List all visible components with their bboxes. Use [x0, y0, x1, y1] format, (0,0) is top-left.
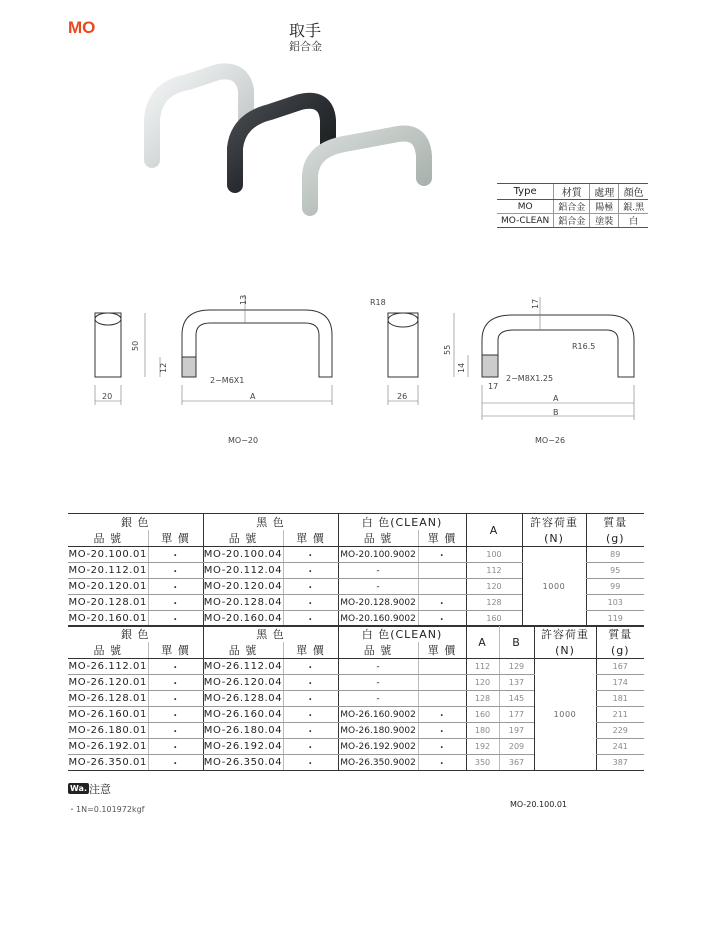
- header-load-unit: (N): [522, 530, 586, 547]
- black-part-no: MO-26.120.04: [203, 675, 283, 691]
- table-row: [68, 659, 644, 675]
- black-price: ・: [283, 707, 338, 723]
- price-table-mo26: [68, 625, 644, 771]
- black-part-no: MO-20.160.04: [203, 611, 283, 627]
- silver-price: ・: [148, 707, 203, 723]
- mo20-side-view: [95, 313, 121, 377]
- mo26-dim-55: 55: [443, 344, 452, 355]
- mass: 181: [596, 691, 644, 707]
- black-part-no: MO-26.128.04: [203, 691, 283, 707]
- mass: 103: [586, 595, 644, 611]
- mo26-dim-r18: R18: [370, 298, 386, 307]
- spec-header-type: Type: [497, 184, 554, 200]
- header-load-unit: (N): [534, 642, 596, 659]
- white-price: [418, 691, 466, 707]
- header-load: 許容荷重: [522, 514, 586, 531]
- mo20-dim-a: A: [250, 392, 256, 401]
- header-mass: 質量: [596, 626, 644, 643]
- black-part-no: MO-20.100.04: [203, 547, 283, 563]
- header-a: A: [466, 514, 522, 547]
- mass: 229: [596, 723, 644, 739]
- spec-cell: 白: [619, 214, 648, 228]
- mass: 241: [596, 739, 644, 755]
- black-price: ・: [283, 659, 338, 675]
- header-price: 單 價: [148, 530, 203, 547]
- header-b: B: [499, 626, 534, 659]
- spec-cell: MO-CLEAN: [497, 214, 554, 228]
- header-price: 單 價: [283, 530, 338, 547]
- mo20-caption: MO−20: [228, 436, 259, 445]
- header-part-no: 品 號: [338, 642, 418, 659]
- white-price: ・: [418, 547, 466, 563]
- silver-price: ・: [148, 611, 203, 627]
- mass: 89: [586, 547, 644, 563]
- dim-a: 128: [466, 595, 522, 611]
- mass: 387: [596, 755, 644, 771]
- black-part-no: MO-20.128.04: [203, 595, 283, 611]
- black-price: ・: [283, 755, 338, 771]
- allowable-load: 1000: [522, 547, 586, 627]
- header-load: 許容荷重: [534, 626, 596, 643]
- dim-b: 367: [499, 755, 534, 771]
- silver-price: ・: [148, 755, 203, 771]
- group-silver: 銀 色: [68, 514, 203, 531]
- black-part-no: MO-20.112.04: [203, 563, 283, 579]
- dim-b: 209: [499, 739, 534, 755]
- spec-header-treatment: 處理: [590, 184, 619, 200]
- silver-part-no: MO-20.160.01: [68, 611, 148, 627]
- dim-a: 120: [466, 675, 499, 691]
- silver-part-no: MO-20.120.01: [68, 579, 148, 595]
- white-part-no: MO-20.160.9002: [338, 611, 418, 627]
- mass: 211: [596, 707, 644, 723]
- silver-price: ・: [148, 739, 203, 755]
- mo20-dim-12: 12: [159, 362, 168, 373]
- header-price: 單 價: [418, 642, 466, 659]
- silver-part-no: MO-26.112.01: [68, 659, 148, 675]
- mo26-side-view: [388, 313, 418, 377]
- dim-a: 160: [466, 611, 522, 627]
- white-price: ・: [418, 723, 466, 739]
- mo26-dim-r165: R16.5: [572, 342, 596, 351]
- mo20-dim-thread: 2−M6X1: [210, 376, 245, 385]
- silver-price: ・: [148, 579, 203, 595]
- black-part-no: MO-26.160.04: [203, 707, 283, 723]
- header-mass: 質量: [586, 514, 644, 531]
- white-price: ・: [418, 595, 466, 611]
- white-handle-image: [310, 133, 424, 208]
- spec-cell: 鋁合金: [554, 214, 590, 228]
- black-part-no: MO-20.120.04: [203, 579, 283, 595]
- order-example: MO-20.100.01: [510, 800, 568, 809]
- header-a: A: [466, 626, 499, 659]
- page-title: 取手: [289, 21, 322, 40]
- silver-part-no: MO-26.120.01: [68, 675, 148, 691]
- product-photo: [130, 60, 450, 220]
- black-part-no: MO-26.350.04: [203, 755, 283, 771]
- silver-part-no: MO-20.128.01: [68, 595, 148, 611]
- white-part-no: -: [338, 675, 418, 691]
- table-row: [68, 547, 644, 563]
- white-part-no: -: [338, 691, 418, 707]
- silver-price: ・: [148, 595, 203, 611]
- white-price: ・: [418, 739, 466, 755]
- black-part-no: MO-26.180.04: [203, 723, 283, 739]
- spec-table: [497, 183, 648, 228]
- dim-a: 350: [466, 755, 499, 771]
- silver-part-no: MO-26.180.01: [68, 723, 148, 739]
- header-part-no: 品 號: [338, 530, 418, 547]
- group-white: 白 色(CLEAN): [338, 626, 466, 643]
- group-black: 黑 色: [203, 626, 338, 643]
- black-price: ・: [283, 691, 338, 707]
- header-price: 單 價: [283, 642, 338, 659]
- notes-title: 注意: [89, 783, 111, 796]
- price-table-mo20: [68, 513, 644, 627]
- black-price: ・: [283, 739, 338, 755]
- mass: 99: [586, 579, 644, 595]
- spec-cell: 陽極: [590, 200, 619, 214]
- page-subtitle: 鋁合金: [289, 40, 322, 53]
- dim-a: 112: [466, 659, 499, 675]
- mo26-dim-17: 17: [488, 382, 499, 391]
- mo26-front-view: [482, 315, 634, 377]
- mo26-caption: MO−26: [535, 436, 566, 445]
- group-black: 黑 色: [203, 514, 338, 531]
- black-price: ・: [283, 611, 338, 627]
- dim-a: 100: [466, 547, 522, 563]
- black-price: ・: [283, 595, 338, 611]
- silver-price: ・: [148, 691, 203, 707]
- silver-price: ・: [148, 547, 203, 563]
- mo20-front-view: [182, 310, 332, 377]
- black-price: ・: [283, 563, 338, 579]
- mo26-dim-thread: 2−M8X1.25: [506, 374, 554, 383]
- silver-price: ・: [148, 723, 203, 739]
- spec-cell: 銀.黑: [619, 200, 648, 214]
- white-price: ・: [418, 707, 466, 723]
- mass: 119: [586, 611, 644, 627]
- dim-b: 197: [499, 723, 534, 739]
- black-price: ・: [283, 579, 338, 595]
- spec-cell: MO: [497, 200, 554, 214]
- silver-part-no: MO-20.112.01: [68, 563, 148, 579]
- dim-b: 137: [499, 675, 534, 691]
- silver-part-no: MO-26.128.01: [68, 691, 148, 707]
- notes-text: ・1N=0.101972kgf: [68, 805, 145, 814]
- silver-part-no: MO-20.100.01: [68, 547, 148, 563]
- dim-a: 180: [466, 723, 499, 739]
- black-part-no: MO-26.112.04: [203, 659, 283, 675]
- white-part-no: MO-26.192.9002: [338, 739, 418, 755]
- spec-cell: 塗裝: [590, 214, 619, 228]
- white-part-no: MO-26.350.9002: [338, 755, 418, 771]
- black-price: ・: [283, 723, 338, 739]
- black-price: ・: [283, 675, 338, 691]
- white-price: [418, 659, 466, 675]
- silver-price: ・: [148, 563, 203, 579]
- mo26-dim-14: 14: [457, 362, 466, 373]
- white-price: [418, 563, 466, 579]
- mo26-dim-a: A: [553, 394, 559, 403]
- group-white: 白 色(CLEAN): [338, 514, 466, 531]
- header-part-no: 品 號: [203, 530, 283, 547]
- notes-badge: Wa.: [70, 784, 87, 793]
- black-part-no: MO-26.192.04: [203, 739, 283, 755]
- dim-a: 120: [466, 579, 522, 595]
- header-part-no: 品 號: [203, 642, 283, 659]
- header-price: 單 價: [418, 530, 466, 547]
- silver-part-no: MO-26.160.01: [68, 707, 148, 723]
- mo26-dim-b: B: [553, 408, 559, 417]
- mass: 174: [596, 675, 644, 691]
- white-part-no: -: [338, 579, 418, 595]
- dim-a: 192: [466, 739, 499, 755]
- black-price: ・: [283, 547, 338, 563]
- silver-part-no: MO-26.192.01: [68, 739, 148, 755]
- mo20-dim-13: 13: [239, 294, 248, 305]
- technical-drawings: [60, 285, 650, 455]
- white-part-no: -: [338, 563, 418, 579]
- dim-b: 177: [499, 707, 534, 723]
- white-part-no: -: [338, 659, 418, 675]
- white-part-no: MO-20.128.9002: [338, 595, 418, 611]
- header-price: 單 價: [148, 642, 203, 659]
- white-price: ・: [418, 611, 466, 627]
- mo26-dim-26: 26: [397, 392, 408, 401]
- dim-a: 128: [466, 691, 499, 707]
- header-part-no: 品 號: [68, 642, 148, 659]
- spec-cell: 鋁合金: [554, 200, 590, 214]
- white-part-no: MO-20.100.9002: [338, 547, 418, 563]
- mass: 95: [586, 563, 644, 579]
- dim-a: 112: [466, 563, 522, 579]
- dim-a: 160: [466, 707, 499, 723]
- mo20-dim-50: 50: [131, 340, 140, 351]
- spec-header-material: 材質: [554, 184, 590, 200]
- dim-b: 129: [499, 659, 534, 675]
- silver-part-no: MO-26.350.01: [68, 755, 148, 771]
- white-price: [418, 675, 466, 691]
- header-part-no: 品 號: [68, 530, 148, 547]
- mo26-dim-17-top: 17: [531, 298, 540, 309]
- dim-b: 145: [499, 691, 534, 707]
- product-code: MO: [68, 18, 96, 37]
- mo20-dim-20: 20: [102, 392, 113, 401]
- group-silver: 銀 色: [68, 626, 203, 643]
- header-mass-unit: (g): [596, 642, 644, 659]
- white-price: ・: [418, 755, 466, 771]
- silver-price: ・: [148, 675, 203, 691]
- mass: 167: [596, 659, 644, 675]
- header-mass-unit: (g): [586, 530, 644, 547]
- white-price: [418, 579, 466, 595]
- white-part-no: MO-26.180.9002: [338, 723, 418, 739]
- silver-price: ・: [148, 659, 203, 675]
- white-part-no: MO-26.160.9002: [338, 707, 418, 723]
- spec-header-color: 顏色: [619, 184, 648, 200]
- allowable-load: 1000: [534, 659, 596, 771]
